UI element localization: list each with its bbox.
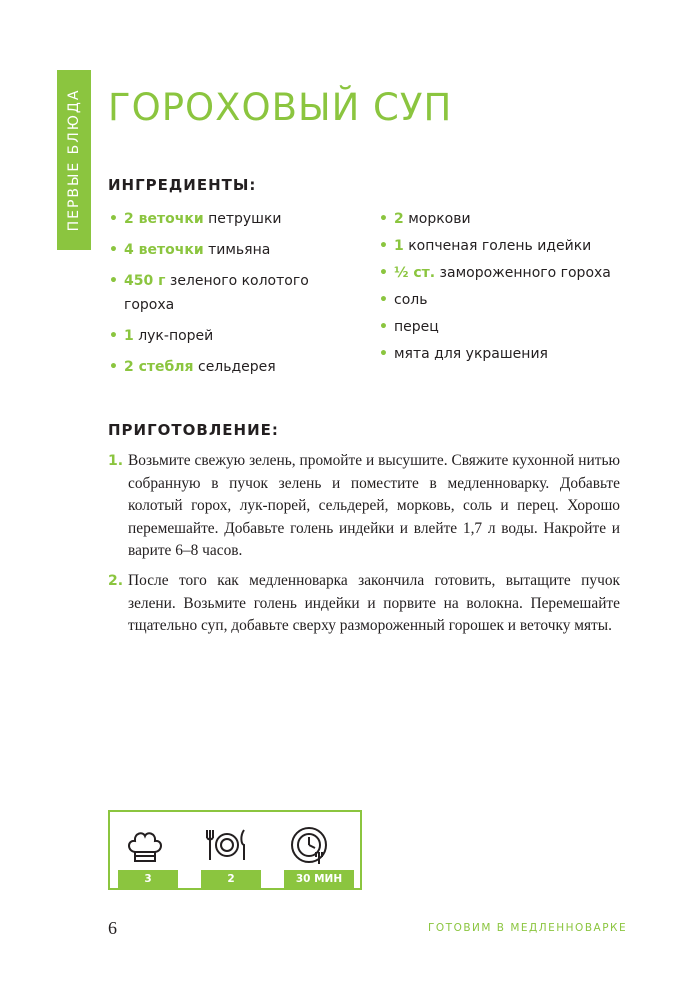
ingredient-item — [378, 288, 638, 312]
bullet-icon: • — [109, 273, 118, 289]
ingredient-item — [378, 315, 638, 339]
portions-badge: 2 — [201, 870, 261, 888]
ingredient-item — [108, 324, 333, 348]
page-number: 6 — [108, 918, 117, 938]
step-text: Возьмите свежую зелень, промойте и высушите. Свяжите кухонной нитью собранную в пучок зелень и поместите в медленноварку. Добавьте колотый горох, лук-порей, сельдерей, морковь, соль и перец. Хорошо перемешайте. Добавьте голень индейки и влейте 1,7 л воды. Накройте и варите 6–8 часов. — [128, 452, 620, 560]
bullet-icon: • — [379, 292, 388, 308]
ingredient-item — [108, 355, 333, 379]
bullet-icon: • — [109, 359, 118, 375]
ingredient-name: мята для украшения — [394, 346, 548, 362]
preparation-heading: ПРИГОТОВЛЕНИЕ: — [108, 421, 279, 439]
ingredient-quantity: 2 стебля — [124, 359, 194, 375]
bullet-icon: • — [109, 242, 118, 258]
bullet-icon: • — [379, 238, 388, 254]
ingredient-name: лук-порей — [133, 328, 214, 344]
ingredient-quantity: 2 веточки — [124, 211, 204, 227]
ingredient-name: петрушки — [203, 211, 282, 227]
ingredient-item — [378, 207, 638, 231]
ingredient-name: моркови — [403, 211, 471, 227]
ingredient-name: перец — [394, 319, 439, 335]
ingredient-name: тимьяна — [203, 242, 271, 258]
ingredient-quantity: 1 — [394, 238, 404, 254]
bullet-icon: • — [379, 319, 388, 335]
servings-badge: 3 — [118, 870, 178, 888]
ingredients-list-right — [378, 207, 638, 369]
ingredient-item — [378, 342, 638, 366]
bullet-icon: • — [379, 265, 388, 281]
ingredient-quantity: 450 г — [124, 273, 166, 289]
ingredient-name: сельдерея — [193, 359, 276, 375]
ingredient-item — [108, 238, 333, 262]
ingredient-quantity: 2 — [394, 211, 404, 227]
bullet-icon: • — [109, 328, 118, 344]
clock-plate-icon — [286, 822, 332, 868]
preparation-step — [108, 450, 620, 563]
ingredient-quantity: 1 — [124, 328, 134, 344]
plate-fork-knife-icon — [204, 822, 250, 868]
section-side-tab — [57, 70, 91, 250]
bullet-icon: • — [379, 211, 388, 227]
ingredient-item — [108, 269, 333, 317]
preparation-step — [108, 570, 620, 638]
ingredients-heading: ИНГРЕДИЕНТЫ: — [108, 176, 257, 194]
running-footer-title: ГОТОВИМ В МЕДЛЕННОВАРКЕ — [428, 922, 628, 934]
cooking-time-badge: 30 МИН — [284, 870, 354, 888]
ingredient-item — [108, 207, 333, 231]
preparation-steps — [108, 450, 620, 645]
ingredient-name: зеленого колотого гороха — [124, 273, 309, 313]
bullet-icon: • — [109, 211, 118, 227]
bullet-icon: • — [379, 346, 388, 362]
section-label: ПЕРВЫЕ БЛЮДА — [66, 88, 82, 232]
ingredient-name: замороженного гороха — [435, 265, 611, 281]
ingredient-quantity: 4 веточки — [124, 242, 204, 258]
ingredients-list-left — [108, 207, 333, 386]
ingredient-item — [378, 261, 638, 285]
recipe-title: ГОРОХОВЫЙ СУП — [108, 86, 453, 129]
ingredient-item — [378, 234, 638, 258]
ingredient-quantity: ½ ст. — [394, 265, 436, 281]
recipe-info-box — [108, 810, 362, 890]
ingredient-name: соль — [394, 292, 428, 308]
step-number: 2. — [108, 572, 124, 589]
ingredient-name: копченая голень идейки — [403, 238, 592, 254]
chef-hat-icon — [122, 822, 168, 868]
step-number: 1. — [108, 453, 124, 469]
step-text: После того как медленноварка закончила готовить, вытащите пучок зелени. Возьмите голень индейки и порвите на волокна. Перемешайте тщательно суп, добавьте сверху размороженный горошек и веточку мяты. — [128, 571, 620, 635]
